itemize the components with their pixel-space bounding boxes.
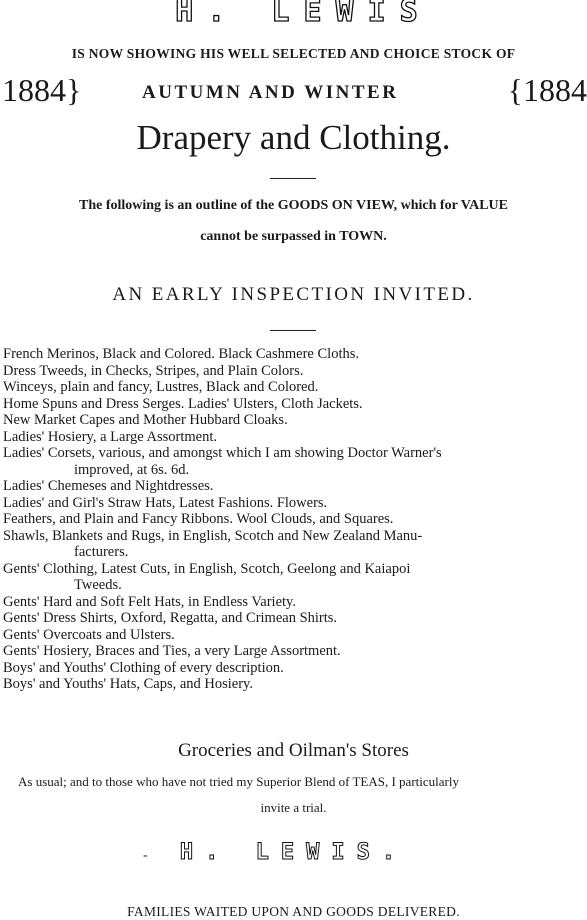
footer-name: H. LEWIS.: [179, 840, 408, 865]
list-item: [3, 429, 587, 446]
list-item-text: facturers.: [74, 544, 129, 560]
list-item-text: Ladies' Hosiery, a Large Assortment.: [3, 428, 218, 445]
divider-rule: [270, 330, 316, 331]
list-item: [3, 412, 587, 429]
list-item-text: New Market Capes and Mother Hubbard Cloaks.: [3, 412, 288, 428]
list-item-text: Winceys, plain and fancy, Lustres, Black and Colored.: [3, 379, 319, 395]
list-item: [3, 379, 587, 396]
season-heading: AUTUMN AND WINTER: [142, 82, 399, 103]
list-item: [3, 396, 587, 413]
list-item: [3, 544, 587, 561]
list-item-text: French Merinos, Black and Colored. Black Cashmere Cloths.: [3, 346, 359, 362]
list-item-text: Gents' Overcoats and Ulsters.: [3, 626, 175, 643]
groceries-heading: Groceries and Oilman's Stores: [178, 740, 409, 761]
list-item-text: Ladies' Corsets, various, and amongst which I am showing Doctor Warner's: [3, 445, 442, 461]
list-item: [3, 528, 587, 545]
list-item: [3, 445, 587, 462]
list-item-text: Boys' and Youths' Hats, Caps, and Hosiery.: [3, 676, 253, 692]
list-item-text: improved, at 6s. 6d.: [74, 461, 190, 478]
families-line: FAMILIES WAITED UPON AND GOODS DELIVERED.: [127, 904, 460, 919]
list-item: [3, 346, 587, 363]
list-item: [3, 511, 587, 528]
list-item: [3, 577, 587, 594]
list-item: [3, 610, 587, 627]
list-item-text: Home Spuns and Dress Serges. Ladies' Ulsters, Cloth Jackets.: [3, 395, 363, 412]
list-item-text: Feathers, and Plain and Fancy Ribbons. Wool Clouds, and Squares.: [3, 511, 394, 527]
list-item-text: Shawls, Blankets and Rugs, in English, Scotch and New Zealand Manu-: [3, 527, 423, 544]
list-item: [3, 495, 587, 512]
drapery-heading: Drapery and Clothing.: [136, 118, 451, 157]
list-item-text: Tweeds.: [74, 577, 122, 593]
list-item: [3, 462, 587, 479]
trial-line: invite a trial.: [260, 800, 327, 815]
masthead-name: H. LEWIS: [175, 0, 432, 29]
list-item: [3, 643, 587, 660]
list-item-text: Boys' and Youths' Clothing of every description.: [3, 659, 284, 676]
teas-line: As usual; and to those who have not tried my Superior Blend of TEAS, I particularly: [18, 774, 459, 789]
year-right: {1884: [507, 72, 587, 108]
header-line: IS NOW SHOWING HIS WELL SELECTED AND CHOICE STOCK OF: [71, 46, 516, 61]
list-item-text: Gents' Clothing, Latest Cuts, in English, Scotch, Geelong and Kaiapoi: [3, 560, 411, 577]
list-item-text: Gents' Hosiery, Braces and Ties, a very Large Assortment.: [3, 643, 341, 659]
goods-list: [3, 346, 587, 693]
list-item: [3, 627, 587, 644]
divider-rule: [270, 178, 316, 179]
list-item-text: Ladies' and Girl's Straw Hats, Latest Fashions. Flowers.: [3, 494, 328, 511]
list-item: [3, 363, 587, 380]
list-item: [3, 660, 587, 677]
list-item-text: Gents' Dress Shirts, Oxford, Regatta, and Crimean Shirts.: [3, 610, 338, 626]
inspection-heading: AN EARLY INSPECTION INVITED.: [112, 284, 475, 305]
list-item: [3, 561, 587, 578]
list-item: [3, 676, 587, 693]
outline-line-2: cannot be surpassed in TOWN.: [200, 229, 387, 244]
footer-dash: -: [143, 848, 148, 863]
list-item-text: Ladies' Chemeses and Nightdresses.: [3, 478, 214, 494]
list-item-text: Gents' Hard and Soft Felt Hats, in Endless Variety.: [3, 593, 296, 610]
list-item: [3, 478, 587, 495]
list-item: [3, 594, 587, 611]
outline-line-1: The following is an outline of the GOODS ON VIEW, which for VALUE: [78, 198, 509, 213]
list-item-text: Dress Tweeds, in Checks, Stripes, and Plain Colors.: [3, 362, 304, 379]
year-left: 1884}: [2, 72, 82, 108]
season-row: [0, 72, 587, 112]
